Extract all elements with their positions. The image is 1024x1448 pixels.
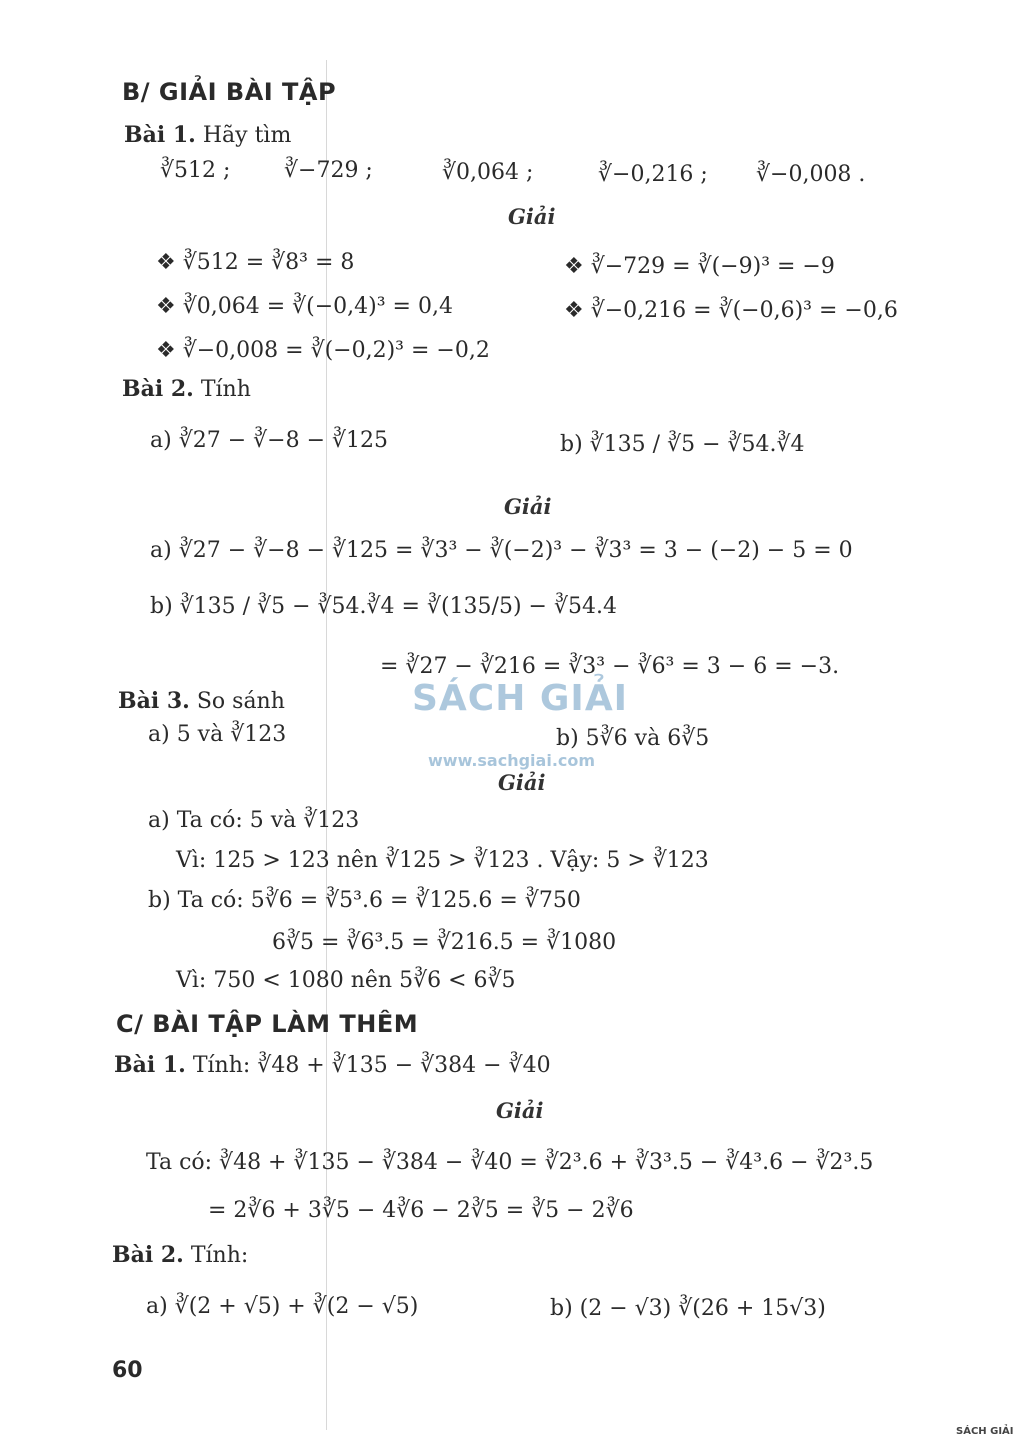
bai3-solution: 6∛5 = ∛6³.5 = ∛216.5 = ∛1080 <box>272 930 617 955</box>
watermark-logo: SÁCH GIẢI <box>412 678 629 719</box>
bai2-solution-b-cont: = ∛27 − ∛216 = ∛3³ − ∛6³ = 3 − 6 = −3. <box>380 654 840 679</box>
section-b-heading: B/ GIẢI BÀI TẬP <box>122 78 337 106</box>
page-number: 60 <box>112 1358 143 1383</box>
c-bai2-part-a: a) ∛(2 + √5) + ∛(2 − √5) <box>146 1294 419 1319</box>
bai1-item: ∛−0,216 ; <box>598 162 708 187</box>
bai3-heading <box>118 688 285 714</box>
bai1-item: ∛−729 ; <box>284 158 373 183</box>
c-bai2-heading <box>112 1242 248 1268</box>
c-bai1-label: Bài 1. <box>114 1052 186 1078</box>
bai1-item: ∛512 ; <box>160 158 231 183</box>
bai1-solution: ❖ ∛−729 = ∛(−9)³ = −9 <box>564 254 835 279</box>
c-bai1-solution-cont: = 2∛6 + 3∛5 − 4∛6 − 2∛5 = ∛5 − 2∛6 <box>208 1198 634 1223</box>
bai1-solution: ❖ ∛−0,008 = ∛(−0,2)³ = −0,2 <box>156 338 490 363</box>
bai3-part-b: b) 5∛6 và 6∛5 <box>556 726 710 751</box>
c-bai2-part-b: b) (2 − √3) ∛(26 + 15√3) <box>550 1296 826 1321</box>
c-bai1-giai: Giải <box>496 1098 544 1123</box>
bai2-heading <box>122 376 251 402</box>
bai1-item: ∛0,064 ; <box>442 160 534 185</box>
bai3-solution: Vì: 125 > 123 nên ∛125 > ∛123 . Vậy: 5 > ∛123 <box>176 848 709 873</box>
bai3-prompt: So sánh <box>196 689 285 714</box>
bai1-solution: ❖ ∛512 = ∛8³ = 8 <box>156 250 355 275</box>
bai1-solution: ❖ ∛−0,216 = ∛(−0,6)³ = −0,6 <box>564 298 898 323</box>
bai2-solution-a: a) ∛27 − ∛−8 − ∛125 = ∛3³ − ∛(−2)³ − ∛3³ = 3 − (−2) − 5 = 0 <box>150 538 853 563</box>
bai1-solution: ❖ ∛0,064 = ∛(−0,4)³ = 0,4 <box>156 294 453 319</box>
watermark-url: www.sachgiai.com <box>428 751 596 770</box>
bai2-part-a: a) ∛27 − ∛−8 − ∛125 <box>150 428 389 453</box>
bai3-solution: a) Ta có: 5 và ∛123 <box>148 808 360 833</box>
bai3-solution: b) Ta có: 5∛6 = ∛5³.6 = ∛125.6 = ∛750 <box>148 888 581 913</box>
bai1-label: Bài 1. <box>124 122 196 148</box>
bai1-giai: Giải <box>508 204 556 229</box>
bai2-giai: Giải <box>504 494 552 519</box>
bai2-prompt: Tính <box>200 377 251 402</box>
bai2-part-b: b) ∛135 / ∛5 − ∛54.∛4 <box>560 432 805 457</box>
c-bai1-solution: Ta có: ∛48 + ∛135 − ∛384 − ∛40 = ∛2³.6 + ∛3³.5 − ∛4³.6 − ∛2³.5 <box>146 1150 874 1175</box>
bai1-item: ∛−0,008 . <box>756 162 866 187</box>
bai1-prompt: Hãy tìm <box>202 123 292 148</box>
bai3-part-a: a) 5 và ∛123 <box>148 722 287 747</box>
bai3-label: Bài 3. <box>118 688 190 714</box>
section-c-heading: C/ BÀI TẬP LÀM THÊM <box>116 1010 419 1038</box>
c-bai2-label: Bài 2. <box>112 1242 184 1268</box>
bai3-solution: Vì: 750 < 1080 nên 5∛6 < 6∛5 <box>176 968 516 993</box>
c-bai2-prompt: Tính: <box>190 1243 249 1268</box>
bai2-label: Bài 2. <box>122 376 194 402</box>
bai1-heading <box>124 122 291 148</box>
bai3-giai: Giải <box>498 770 546 795</box>
corner-logo: SÁCH GIẢI <box>956 1426 1014 1437</box>
bai2-solution-b: b) ∛135 / ∛5 − ∛54.∛4 = ∛(135/5) − ∛54.4 <box>150 594 617 619</box>
c-bai1-prompt: Tính: ∛48 + ∛135 − ∛384 − ∛40 <box>192 1053 551 1078</box>
c-bai1-heading <box>114 1052 551 1078</box>
